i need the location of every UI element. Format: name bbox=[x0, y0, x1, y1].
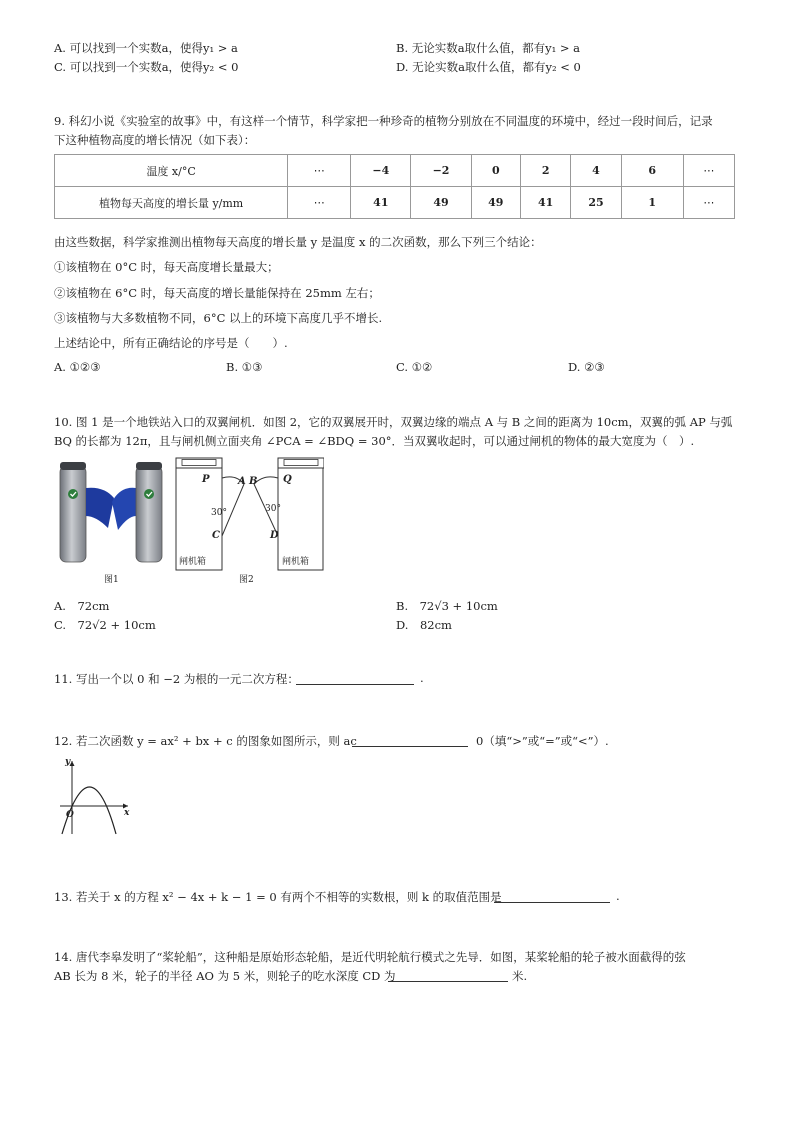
table-cell: ⋯ bbox=[288, 155, 351, 187]
q11-end: . bbox=[420, 671, 424, 685]
label-a: A bbox=[238, 476, 246, 487]
table-row-temperature bbox=[55, 155, 735, 187]
q10-option-b: B. 72√3 + 10cm bbox=[396, 599, 498, 613]
q9-stem-line2: 下这种植物高度的增长情况（如下表）： bbox=[54, 133, 256, 147]
q14-line1: 14. 唐代李皋发明了“桨轮船”，这种船是原始形态轮船，是近代明轮航行模式之先导．如图，某桨轮船的轮子被水面截得的弦 bbox=[54, 950, 686, 964]
q8-option-b: B. 无论实数a取什么值，都有y₁ > a bbox=[396, 41, 581, 55]
q10-option-a: A. 72cm bbox=[54, 599, 110, 613]
q9-stem-line1: 9. 科幻小说《实验室的故事》中，有这样一个情节，科学家把一种珍奇的植物分别放在不同温度的环境中，经过一段时间后，记录 bbox=[54, 114, 713, 128]
label-b: B bbox=[249, 476, 258, 487]
table-row-growth bbox=[55, 187, 735, 219]
q8-option-d: D. 无论实数a取什么值，都有y₂ < 0 bbox=[396, 60, 581, 74]
q9-option-b: B. ①③ bbox=[226, 360, 263, 374]
axis-x-label: x bbox=[124, 808, 130, 818]
gate-box-label-left: 闸机箱 bbox=[179, 557, 207, 567]
table-header-growth: 植物每天高度的增长量 y/mm bbox=[55, 187, 288, 219]
q14-unit: 米. bbox=[512, 969, 528, 983]
fig1-caption: 图1 bbox=[104, 575, 119, 585]
table-cell: −4 bbox=[351, 155, 411, 187]
q9-conclusion-2: ②该植物在 6°C 时，每天高度的增长量能保持在 25mm 左右； bbox=[54, 286, 380, 300]
q11-stem: 11. 写出一个以 0 和 −2 为根的一元二次方程： bbox=[54, 672, 299, 686]
q10-option-d: D. 82cm bbox=[396, 618, 452, 632]
q13-stem: 13. 若关于 x 的方程 x² − 4x + k − 1 = 0 有两个不相等的实数根，则 k 的取值范围是 bbox=[54, 890, 502, 904]
label-p: P bbox=[202, 474, 210, 485]
table-cell: 41 bbox=[520, 187, 570, 219]
q13-end: . bbox=[616, 889, 620, 903]
q14-line2: AB 长为 8 米，轮子的半径 AO 为 5 米，则轮子的吃水深度 CD 为 bbox=[54, 969, 396, 983]
q9-option-c: C. ①② bbox=[396, 360, 433, 374]
table-cell: 4 bbox=[571, 155, 621, 187]
q12-stem: 12. 若二次函数 y = ax² + bx + c 的图象如图所示，则 ac bbox=[54, 734, 357, 748]
q9-option-d: D. ②③ bbox=[568, 360, 605, 374]
gate-box-label-right: 闸机箱 bbox=[282, 557, 310, 567]
table-cell: 1 bbox=[621, 187, 683, 219]
q12-tail: 0（填“>”或“=”或“<”）. bbox=[476, 734, 609, 748]
turnstile-photo bbox=[56, 458, 174, 570]
q9-option-a: A. ①②③ bbox=[54, 360, 101, 374]
q9-after-text: 由这些数据，科学家推测出植物每天高度的增长量 y 是温度 x 的二次函数，那么下列三个结论： bbox=[54, 235, 542, 249]
q11-answer-blank[interactable] bbox=[296, 670, 414, 685]
table-cell: 49 bbox=[411, 187, 471, 219]
label-d: D bbox=[270, 530, 279, 541]
table-cell: ⋯ bbox=[683, 155, 734, 187]
parabola-graph bbox=[56, 758, 136, 836]
q13-answer-blank[interactable] bbox=[494, 888, 610, 903]
origin-label: O bbox=[66, 810, 74, 820]
angle-label-left: 30° bbox=[211, 508, 227, 518]
q10-stem-line2: BQ 的长都为 12π，且与闸机侧立面夹角 ∠PCA = ∠BDQ = 30°．当双翼收起时，可以通过闸机的物体的最大宽度为（ ）. bbox=[54, 434, 695, 448]
q9-conclusion-3: ③该植物与大多数植物不同，6°C 以上的环境下高度几乎不增长. bbox=[54, 311, 383, 325]
table-cell: ⋯ bbox=[683, 187, 734, 219]
label-c: C bbox=[212, 530, 220, 541]
table-cell: 25 bbox=[571, 187, 621, 219]
q9-conclusion-1: ①该植物在 0°C 时，每天高度增长量最大； bbox=[54, 260, 279, 274]
table-cell: −2 bbox=[411, 155, 471, 187]
q12-answer-blank[interactable] bbox=[352, 732, 468, 747]
angle-label-right: 30° bbox=[265, 504, 281, 514]
axis-y-label: y bbox=[65, 757, 71, 767]
table-cell: 2 bbox=[520, 155, 570, 187]
q8-option-a: A. 可以找到一个实数a，使得y₁ > a bbox=[54, 41, 238, 55]
q9-ask: 上述结论中，所有正确结论的序号是（ ）. bbox=[54, 336, 288, 350]
table-header-temperature: 温度 x/°C bbox=[55, 155, 288, 187]
q9-data-table bbox=[54, 154, 735, 219]
table-cell: 49 bbox=[471, 187, 520, 219]
fig2-caption: 图2 bbox=[239, 575, 254, 585]
q8-option-c: C. 可以找到一个实数a，使得y₂ < 0 bbox=[54, 60, 239, 74]
q14-answer-blank[interactable] bbox=[388, 967, 508, 982]
q10-option-c: C. 72√2 + 10cm bbox=[54, 618, 156, 632]
table-cell: 41 bbox=[351, 187, 411, 219]
q10-stem-line1: 10. 图 1 是一个地铁站入口的双翼闸机．如图 2，它的双翼展开时，双翼边缘的端点 A 与 B 之间的距离为 10cm，双翼的弧 AP 与弧 bbox=[54, 415, 733, 429]
label-q: Q bbox=[283, 474, 292, 485]
table-cell: 0 bbox=[471, 155, 520, 187]
table-cell: 6 bbox=[621, 155, 683, 187]
table-cell: ⋯ bbox=[288, 187, 351, 219]
